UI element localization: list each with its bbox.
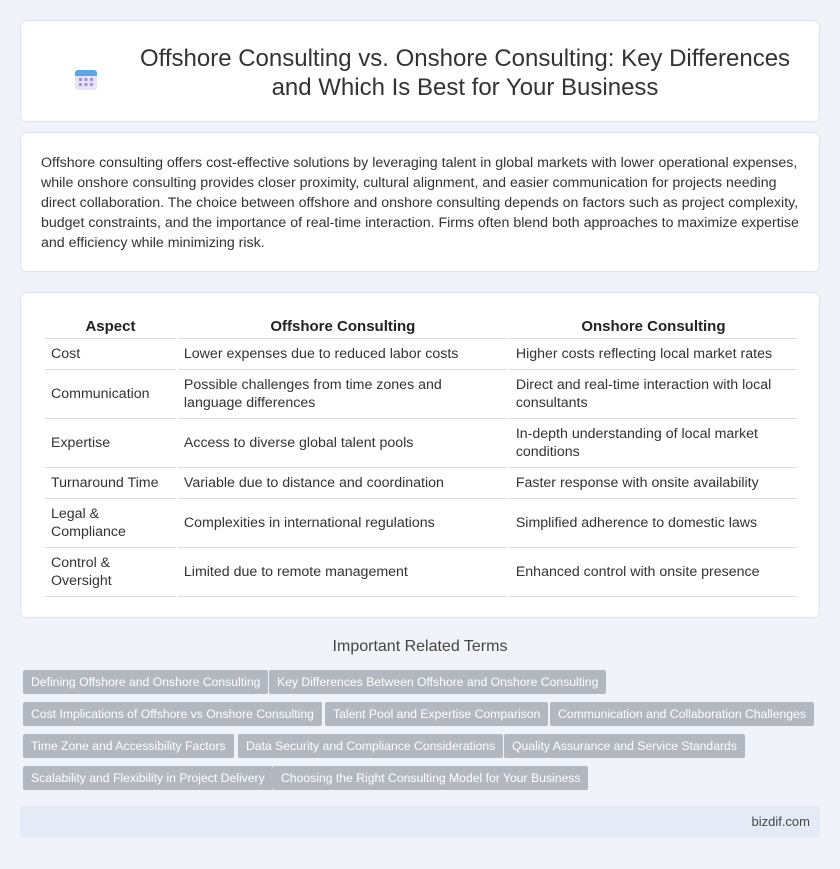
comparison-table-card: [20, 292, 820, 618]
related-term-tag[interactable]: Talent Pool and Expertise Comparison: [325, 702, 548, 726]
table-row: [45, 468, 797, 499]
related-term-tag[interactable]: Scalability and Flexibility in Project Delivery: [23, 766, 273, 790]
summary-card: [20, 132, 820, 272]
page-title: Offshore Consulting vs. Onshore Consulting: Key Differences and Which Is Best for Your Business: [139, 45, 791, 101]
table-cell: Possible challenges from time zones and language differences: [178, 370, 508, 419]
table-cell: Complexities in international regulations: [178, 499, 508, 548]
table-header-row: [45, 313, 797, 339]
related-term-tag[interactable]: Data Security and Compliance Considerations: [238, 734, 503, 758]
table-row: [45, 339, 797, 370]
table-cell: Legal & Compliance: [45, 499, 176, 548]
table-row: [45, 499, 797, 548]
footer: [20, 806, 820, 838]
table-cell: Communication: [45, 370, 176, 419]
related-term-tag[interactable]: Time Zone and Accessibility Factors: [23, 734, 234, 758]
comparison-table: [43, 313, 799, 597]
title-card: [20, 20, 820, 122]
related-term-tag[interactable]: Choosing the Right Consulting Model for Your Business: [273, 766, 588, 790]
table-cell: Cost: [45, 339, 176, 370]
table-cell: Variable due to distance and coordination: [178, 468, 508, 499]
table-cell: Turnaround Time: [45, 468, 176, 499]
table-cell: Enhanced control with onsite presence: [510, 548, 797, 597]
related-term-tag[interactable]: Defining Offshore and Onshore Consulting: [23, 670, 268, 694]
related-term-tag[interactable]: Quality Assurance and Service Standards: [504, 734, 745, 758]
summary-text: Offshore consulting offers cost-effective solutions by leveraging talent in global markets with lower operational expenses, while onshore consulting provides closer proximity, cultural alignment, and easier communication for projects needing direct collaboration. The choice between offshore and onshore consulting depends on factors such as project complexity, budget constraints, and the importance of real-time interaction. Firms often blend both approaches to maximize expertise and efficiency while minimizing risk.: [41, 155, 799, 251]
related-term-tag[interactable]: Key Differences Between Offshore and Onshore Consulting: [269, 670, 606, 694]
table-cell: Direct and real-time interaction with local consultants: [510, 370, 797, 419]
table-row: [45, 548, 797, 597]
related-term-tag[interactable]: Communication and Collaboration Challenges: [550, 702, 814, 726]
header-onshore: Onshore Consulting: [510, 313, 797, 339]
table-cell: Simplified adherence to domestic laws: [510, 499, 797, 548]
table-cell: Lower expenses due to reduced labor costs: [178, 339, 508, 370]
table-cell: Higher costs reflecting local market rates: [510, 339, 797, 370]
table-row: [45, 370, 797, 419]
related-term-tag[interactable]: Cost Implications of Offshore vs Onshore Consulting: [23, 702, 322, 726]
table-row: [45, 419, 797, 468]
table-cell: Faster response with onsite availability: [510, 468, 797, 499]
table-cell: In-depth understanding of local market conditions: [510, 419, 797, 468]
footer-site-link[interactable]: bizdif.com: [751, 814, 810, 829]
table-cell: Control & Oversight: [45, 548, 176, 597]
table-cell: Access to diverse global talent pools: [178, 419, 508, 468]
header-offshore: Offshore Consulting: [178, 313, 508, 339]
table-cell: Limited due to remote management: [178, 548, 508, 597]
related-terms-title: Important Related Terms: [332, 638, 508, 655]
header-aspect: Aspect: [45, 313, 176, 339]
table-cell: Expertise: [45, 419, 176, 468]
